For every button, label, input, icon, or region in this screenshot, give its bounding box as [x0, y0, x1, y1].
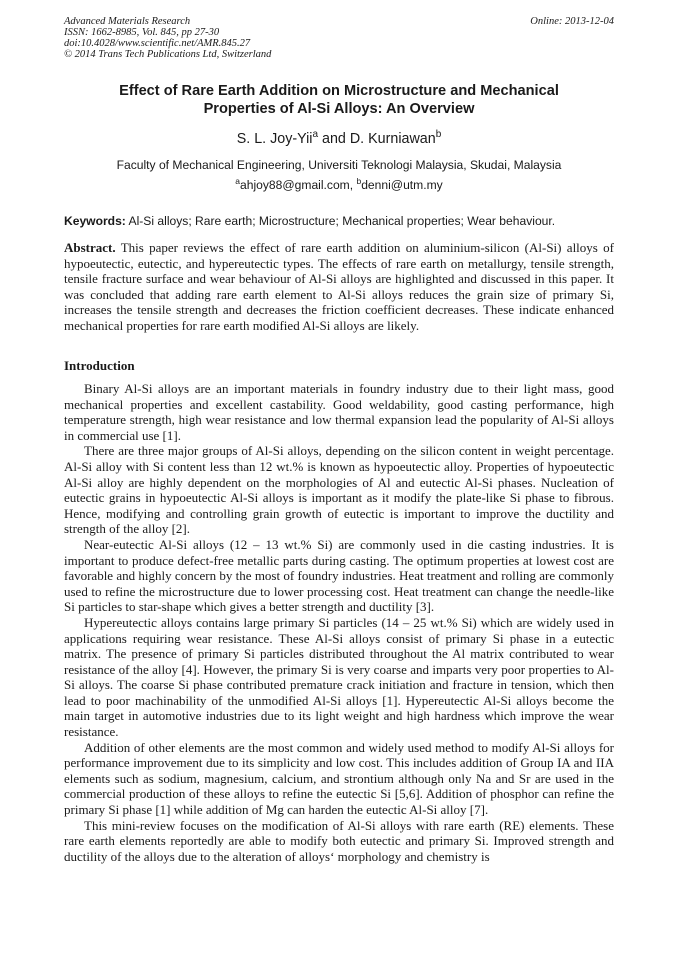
- journal-issn: ISSN: 1662-8985, Vol. 845, pp 27-30: [64, 27, 220, 38]
- paragraph: Addition of other elements are the most common and widely used method to modify Al-Si alloys for performance improvement due to its simplicity and low cost. This includes addition of Group IA and IIA elements such as sodium, magnesium, calcium, and strontium although only Na and Sr are used in the commercial production of these alloys to refine the eutectic Si [5,6]. Addition of phosphor can refine the primary Si phase [1] while addition of Mg can harden the eutectic Al-Si alloy [7].: [64, 739, 614, 818]
- email-a: ahjoy88@gmail.com: [240, 178, 350, 192]
- email-b-mark: b: [356, 175, 362, 186]
- journal-header: [64, 16, 614, 60]
- paper-title: [64, 82, 614, 118]
- keywords-text: Al-Si alloys; Rare earth; Microstructure; Mechanical properties; Wear behaviour.: [125, 214, 556, 228]
- author-1: S. L. Joy-Yii: [236, 131, 313, 147]
- abstract: [64, 240, 614, 334]
- paragraph: Hypereutectic alloys contains large primary Si particles (14 – 25 wt.% Si) which are widely used in applications requiring wear resistance. These Al-Si alloys consist of primary Si phase in a eutectic matrix. The presence of primary Si particles distributed throughout the Al matrix contributed to wear resistance of the alloy [4]. However, the primary Si is very coarse and imparts very poor properties to Al-Si alloys. The coarse Si phase contributed premature crack initiation and fracture in tension, which then lead to poor machinability of the unmodified Al-Si alloys [1]. Hypereutectic Al-Si alloys become the main target in automotive industries due to its light weight and high hardness which improve the wear resistance.: [64, 614, 614, 740]
- keywords-label: Keywords:: [64, 214, 126, 228]
- introduction-heading: Introduction: [64, 358, 135, 373]
- journal-copyright: © 2014 Trans Tech Publications Ltd, Switzerland: [64, 49, 272, 60]
- author-2-affil-mark: b: [435, 129, 442, 141]
- author-emails: [64, 175, 614, 193]
- author-1-affil-mark: a: [312, 129, 319, 141]
- journal-doi: doi:10.4028/www.scientific.net/AMR.845.27: [64, 38, 251, 49]
- title-line-2: Properties of Al-Si Alloys: An Overview: [203, 101, 475, 117]
- authors: [64, 130, 614, 148]
- online-date: Online: 2013-12-04: [530, 16, 614, 27]
- paragraph: Near-eutectic Al-Si alloys (12 – 13 wt.% Si) are commonly used in die casting industries. It is important to produce defect-free metallic parts during casting. The optimum properties at lowest cost are favorable and highly concern by the most of foundry industries. Heat treatment and rolling are commonly used to refine the microstructure due to lower processing cost. Heat treatment can change the needle-like Si particles to star-shape which gives a better strength and ductility [3].: [64, 536, 614, 615]
- email-a-mark: a: [235, 175, 240, 186]
- email-b: denni@utm.my: [361, 178, 443, 192]
- paragraph: This mini-review focuses on the modification of Al-Si alloys with rare earth (RE) elements. These rare earth elements reportedly are able to modify both eutectic and primary Si. Improved strength and ductility of the alloys due to the alteration of alloys‘ morphology and chemistry is: [64, 817, 614, 864]
- keywords: [64, 214, 614, 229]
- affiliation: Faculty of Mechanical Engineering, Universiti Teknologi Malaysia, Skudai, Malaysia: [116, 158, 562, 172]
- journal-name: Advanced Materials Research: [64, 16, 191, 27]
- author-2: D. Kurniawan: [349, 131, 436, 147]
- paragraph: Binary Al-Si alloys are an important materials in foundry industry due to their light mass, good mechanical properties and excellent castability. Good weldability, good casting performance, high temperature strength, high wear resistance and low thermal expansion lead the popularity of Al-Si alloys in commercial use [1].: [64, 381, 614, 443]
- introduction-body: [64, 381, 614, 864]
- title-line-1: Effect of Rare Earth Addition on Microstructure and Mechanical: [119, 83, 559, 99]
- paragraph: There are three major groups of Al-Si alloys, depending on the silicon content in weight percentage. Al-Si alloy with Si content less than 12 wt.% is known as hypoeutectic alloy. Properties of hypoeutectic Al-Si alloy are highly dependent on the morphologies of Al and eutectic Al-Si phases. Nucleation of eutectic grains in hypoeutectic Al-Si alloys is important as it modify the plate-like Si phase to fibrous. Hence, modifying and controlling grain growth of eutectic is important to improve the ductility and strength of the alloy [2].: [64, 443, 614, 537]
- email-separator: ,: [349, 178, 357, 192]
- abstract-text: This paper reviews the effect of rare earth addition on aluminium-silicon (Al-Si) alloys of hypoeutectic, eutectic, and hypereutectic types. The effects of rare earth on metallurgy, tensile strength, tensile fracture surface and wear behaviour of Al-Si alloys are highlighted and discussed in this paper. It was concluded that adding rare earth element to Al-Si alloys reduces the grain size of primary Si, increases the tensile strength and decreases the friction coefficient decreases. These indicate enhanced mechanical properties for rare earth modified Al-Si alloys are likely.: [64, 240, 614, 333]
- abstract-label: Abstract.: [64, 240, 116, 255]
- author-conjunction: and: [318, 131, 350, 147]
